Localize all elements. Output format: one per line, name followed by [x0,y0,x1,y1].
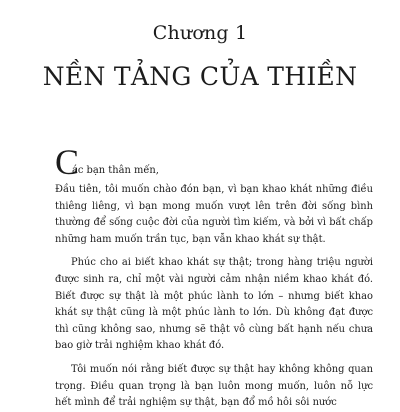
drop-cap: C [55,142,80,182]
chapter-label: Chương 1 [152,22,248,44]
body-text [55,142,373,412]
paragraph-1: Đầu tiên, tôi muốn chào đón bạn, vì bạn khao khát những điều thiêng liêng, vì bạn mong muốn vượt lên trên đời sống bình thường để sống cuộc đời của người tìm kiếm, và bởi vì bất chấp những ham muốn trần tục, bạn vẫn khao khát sự thật. [55,184,373,245]
greeting-line [55,142,373,182]
chapter-title: NỀN TẢNG CỦA THIỀN [42,62,358,91]
paragraph-2: Phúc cho ai biết khao khát sự thật; trong hàng triệu người được sinh ra, chỉ một vài người cảm nhận niềm khao khát đó. Biết được sự thật là một phúc lành to lớn – nhưng biết khao khát sự thật cũng là một phúc lành to lớn. Dù không đạt được thì cũng không sao, nhưng sẽ thật vô cùng bất hạnh nếu chưa bao giờ trải nghiệm khao khát đó. [55,257,373,352]
paragraph-3: Tôi muốn nói rằng biết được sự thật hay không không quan trọng. Điều quan trọng là bạn luôn mong muốn, luôn nỗ lực hết mình để trải nghiệm sự thật, bạn đổ mồ hôi sôi nước [55,363,373,409]
greeting-text: ác bạn thân mến, [72,165,159,176]
